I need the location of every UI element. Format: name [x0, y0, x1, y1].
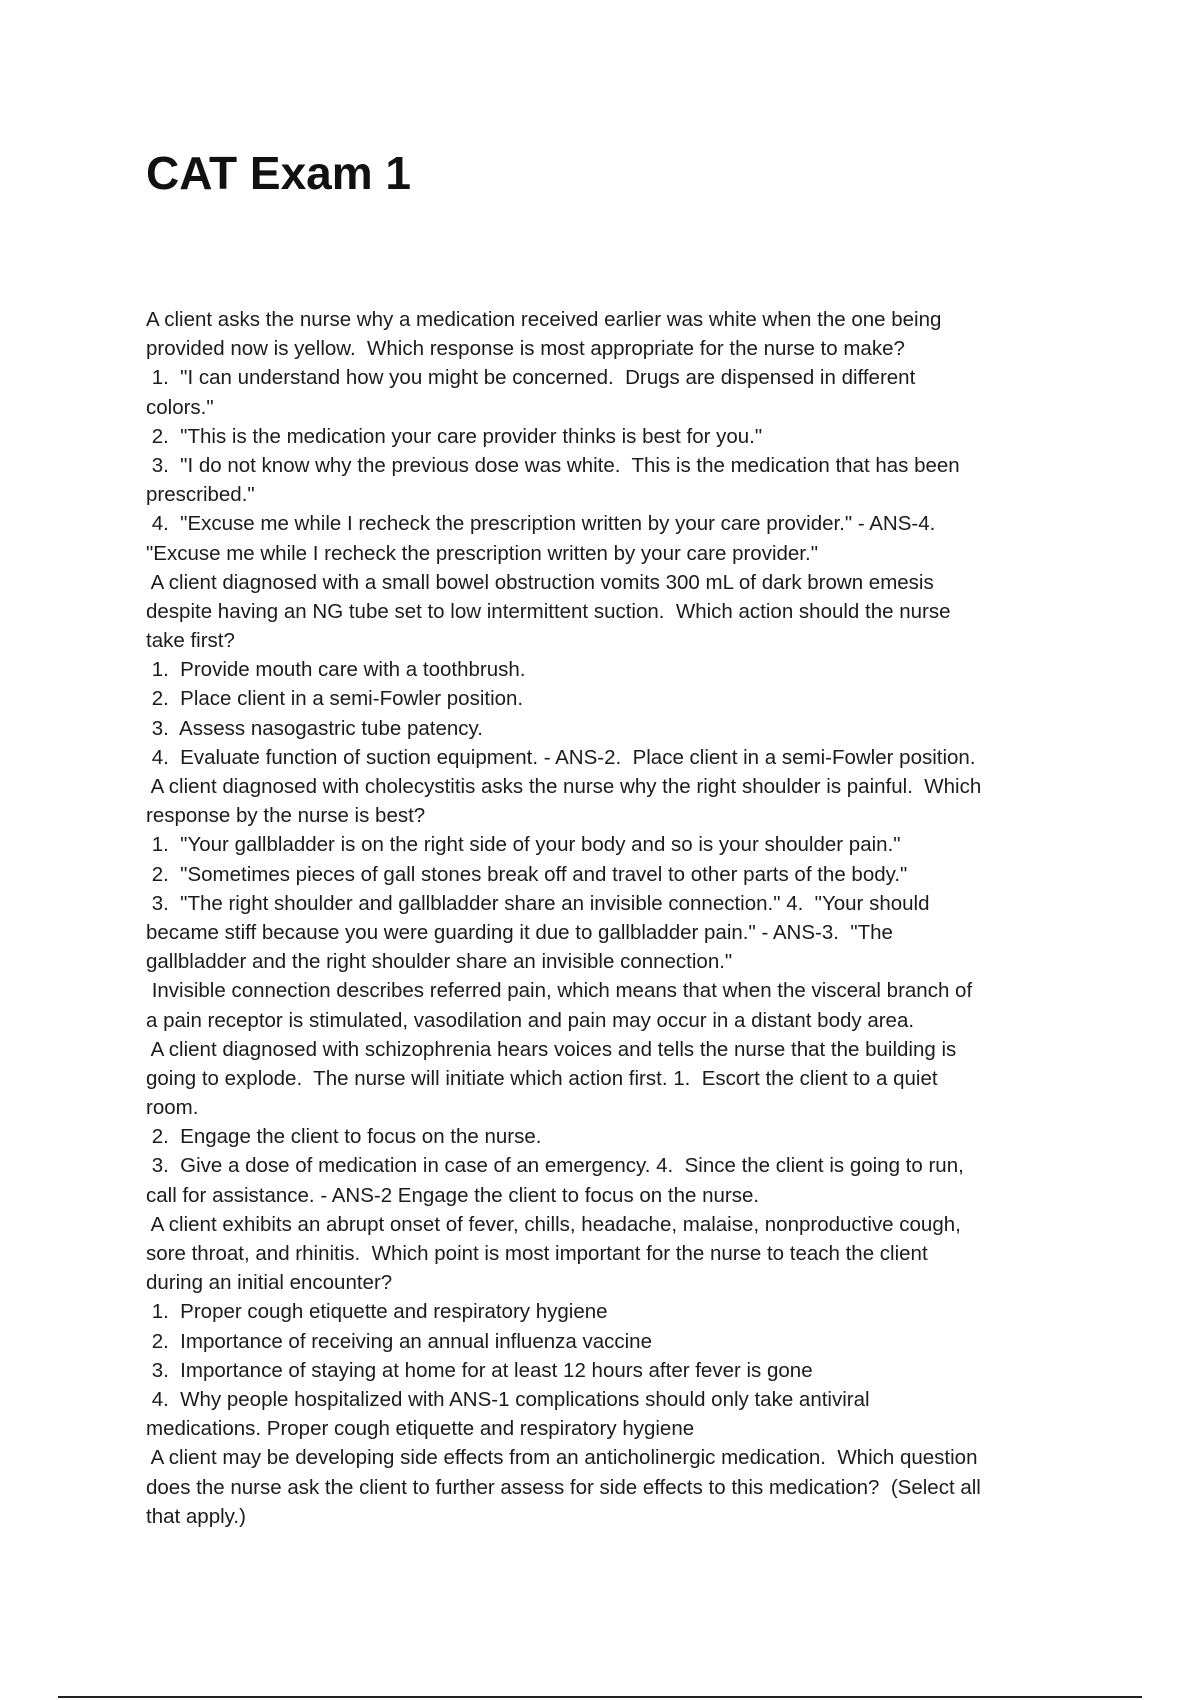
text-line: gallbladder and the right shoulder share an invisible connection." [146, 950, 733, 974]
text-line: 2. "This is the medication your care provider thinks is best for you." [146, 424, 763, 448]
text-line: 2. Engage the client to focus on the nurse. [146, 1125, 542, 1149]
text-line: room. [146, 1096, 199, 1120]
text-line: 3. Give a dose of medication in case of an emergency. 4. Since the client is going to run, [146, 1154, 964, 1178]
text-line: provided now is yellow. Which response is most appropriate for the nurse to make? [146, 337, 905, 361]
text-line: take first? [146, 629, 235, 653]
text-line: 2. Place client in a semi-Fowler position. [146, 687, 524, 711]
text-line: despite having an NG tube set to low intermittent suction. Which action should the nurse [146, 599, 951, 623]
text-line: A client asks the nurse why a medication received earlier was white when the one being [146, 308, 942, 331]
text-line: sore throat, and rhinitis. Which point is most important for the nurse to teach the client [146, 1242, 928, 1265]
text-line: Invisible connection describes referred pain, which means that when the visceral branch of [146, 979, 973, 1003]
page-bottom-rule [58, 1696, 1142, 1698]
text-line: A client diagnosed with a small bowel obstruction vomits 300 mL of dark brown emesis [146, 570, 934, 594]
text-line: A client diagnosed with cholecystitis asks the nurse why the right shoulder is painful. Which [146, 775, 982, 798]
page-title: CAT Exam 1 [146, 147, 412, 199]
text-line: 1. "Your gallbladder is on the right side of your body and so is your shoulder pain." [146, 833, 901, 857]
text-line: response by the nurse is best? [146, 804, 426, 828]
text-line: prescribed." [146, 483, 255, 507]
text-line: 3. Importance of staying at home for at least 12 hours after fever is gone [146, 1358, 813, 1382]
text-line: 1. Provide mouth care with a toothbrush. [146, 658, 526, 682]
text-line: 4. Why people hospitalized with ANS-1 complications should only take antiviral [146, 1387, 870, 1411]
text-line: call for assistance. - ANS-2 Engage the client to focus on the nurse. [146, 1183, 760, 1207]
text-line: became stiff because you were guarding it due to gallbladder pain." - ANS-3. "The [146, 920, 893, 944]
text-line: "Excuse me while I recheck the prescription written by your care provider." [146, 541, 818, 565]
text-line: 3. "I do not know why the previous dose was white. This is the medication that has been [146, 453, 960, 477]
text-line: 3. "The right shoulder and gallbladder share an invisible connection." 4. "Your should [146, 891, 930, 915]
text-line: a pain receptor is stimulated, vasodilation and pain may occur in a distant body area. [146, 1008, 915, 1032]
text-line: 1. Proper cough etiquette and respiratory hygiene [146, 1300, 608, 1324]
text-line: 4. "Excuse me while I recheck the prescription written by your care provider." - ANS-4. [146, 512, 936, 536]
text-line: going to explode. The nurse will initiate which action first. 1. Escort the client to a quiet [146, 1066, 938, 1090]
text-line: 2. "Sometimes pieces of gall stones break off and travel to other parts of the body." [146, 862, 908, 886]
document-body [146, 305, 1066, 1531]
text-line: A client diagnosed with schizophrenia hears voices and tells the nurse that the building is [146, 1037, 957, 1061]
text-line: 3. Assess nasogastric tube patency. [146, 716, 483, 740]
text-line: 4. Evaluate function of suction equipment. - ANS-2. Place client in a semi-Fowler position. [146, 745, 976, 769]
text-line: colors." [146, 395, 214, 419]
text-line: A client may be developing side effects from an anticholinergic medication. Which question [146, 1446, 978, 1470]
text-line: 2. Importance of receiving an annual influenza vaccine [146, 1329, 652, 1353]
text-line: during an initial encounter? [146, 1271, 393, 1295]
text-line: 1. "I can understand how you might be concerned. Drugs are dispensed in different [146, 366, 916, 390]
text-line: A client exhibits an abrupt onset of fever, chills, headache, malaise, nonproductive cough, [146, 1212, 961, 1236]
text-line: that apply.) [146, 1504, 246, 1528]
text-line: medications. Proper cough etiquette and respiratory hygiene [146, 1417, 695, 1441]
text-line: does the nurse ask the client to further assess for side effects to this medication? (Select all [146, 1475, 981, 1499]
